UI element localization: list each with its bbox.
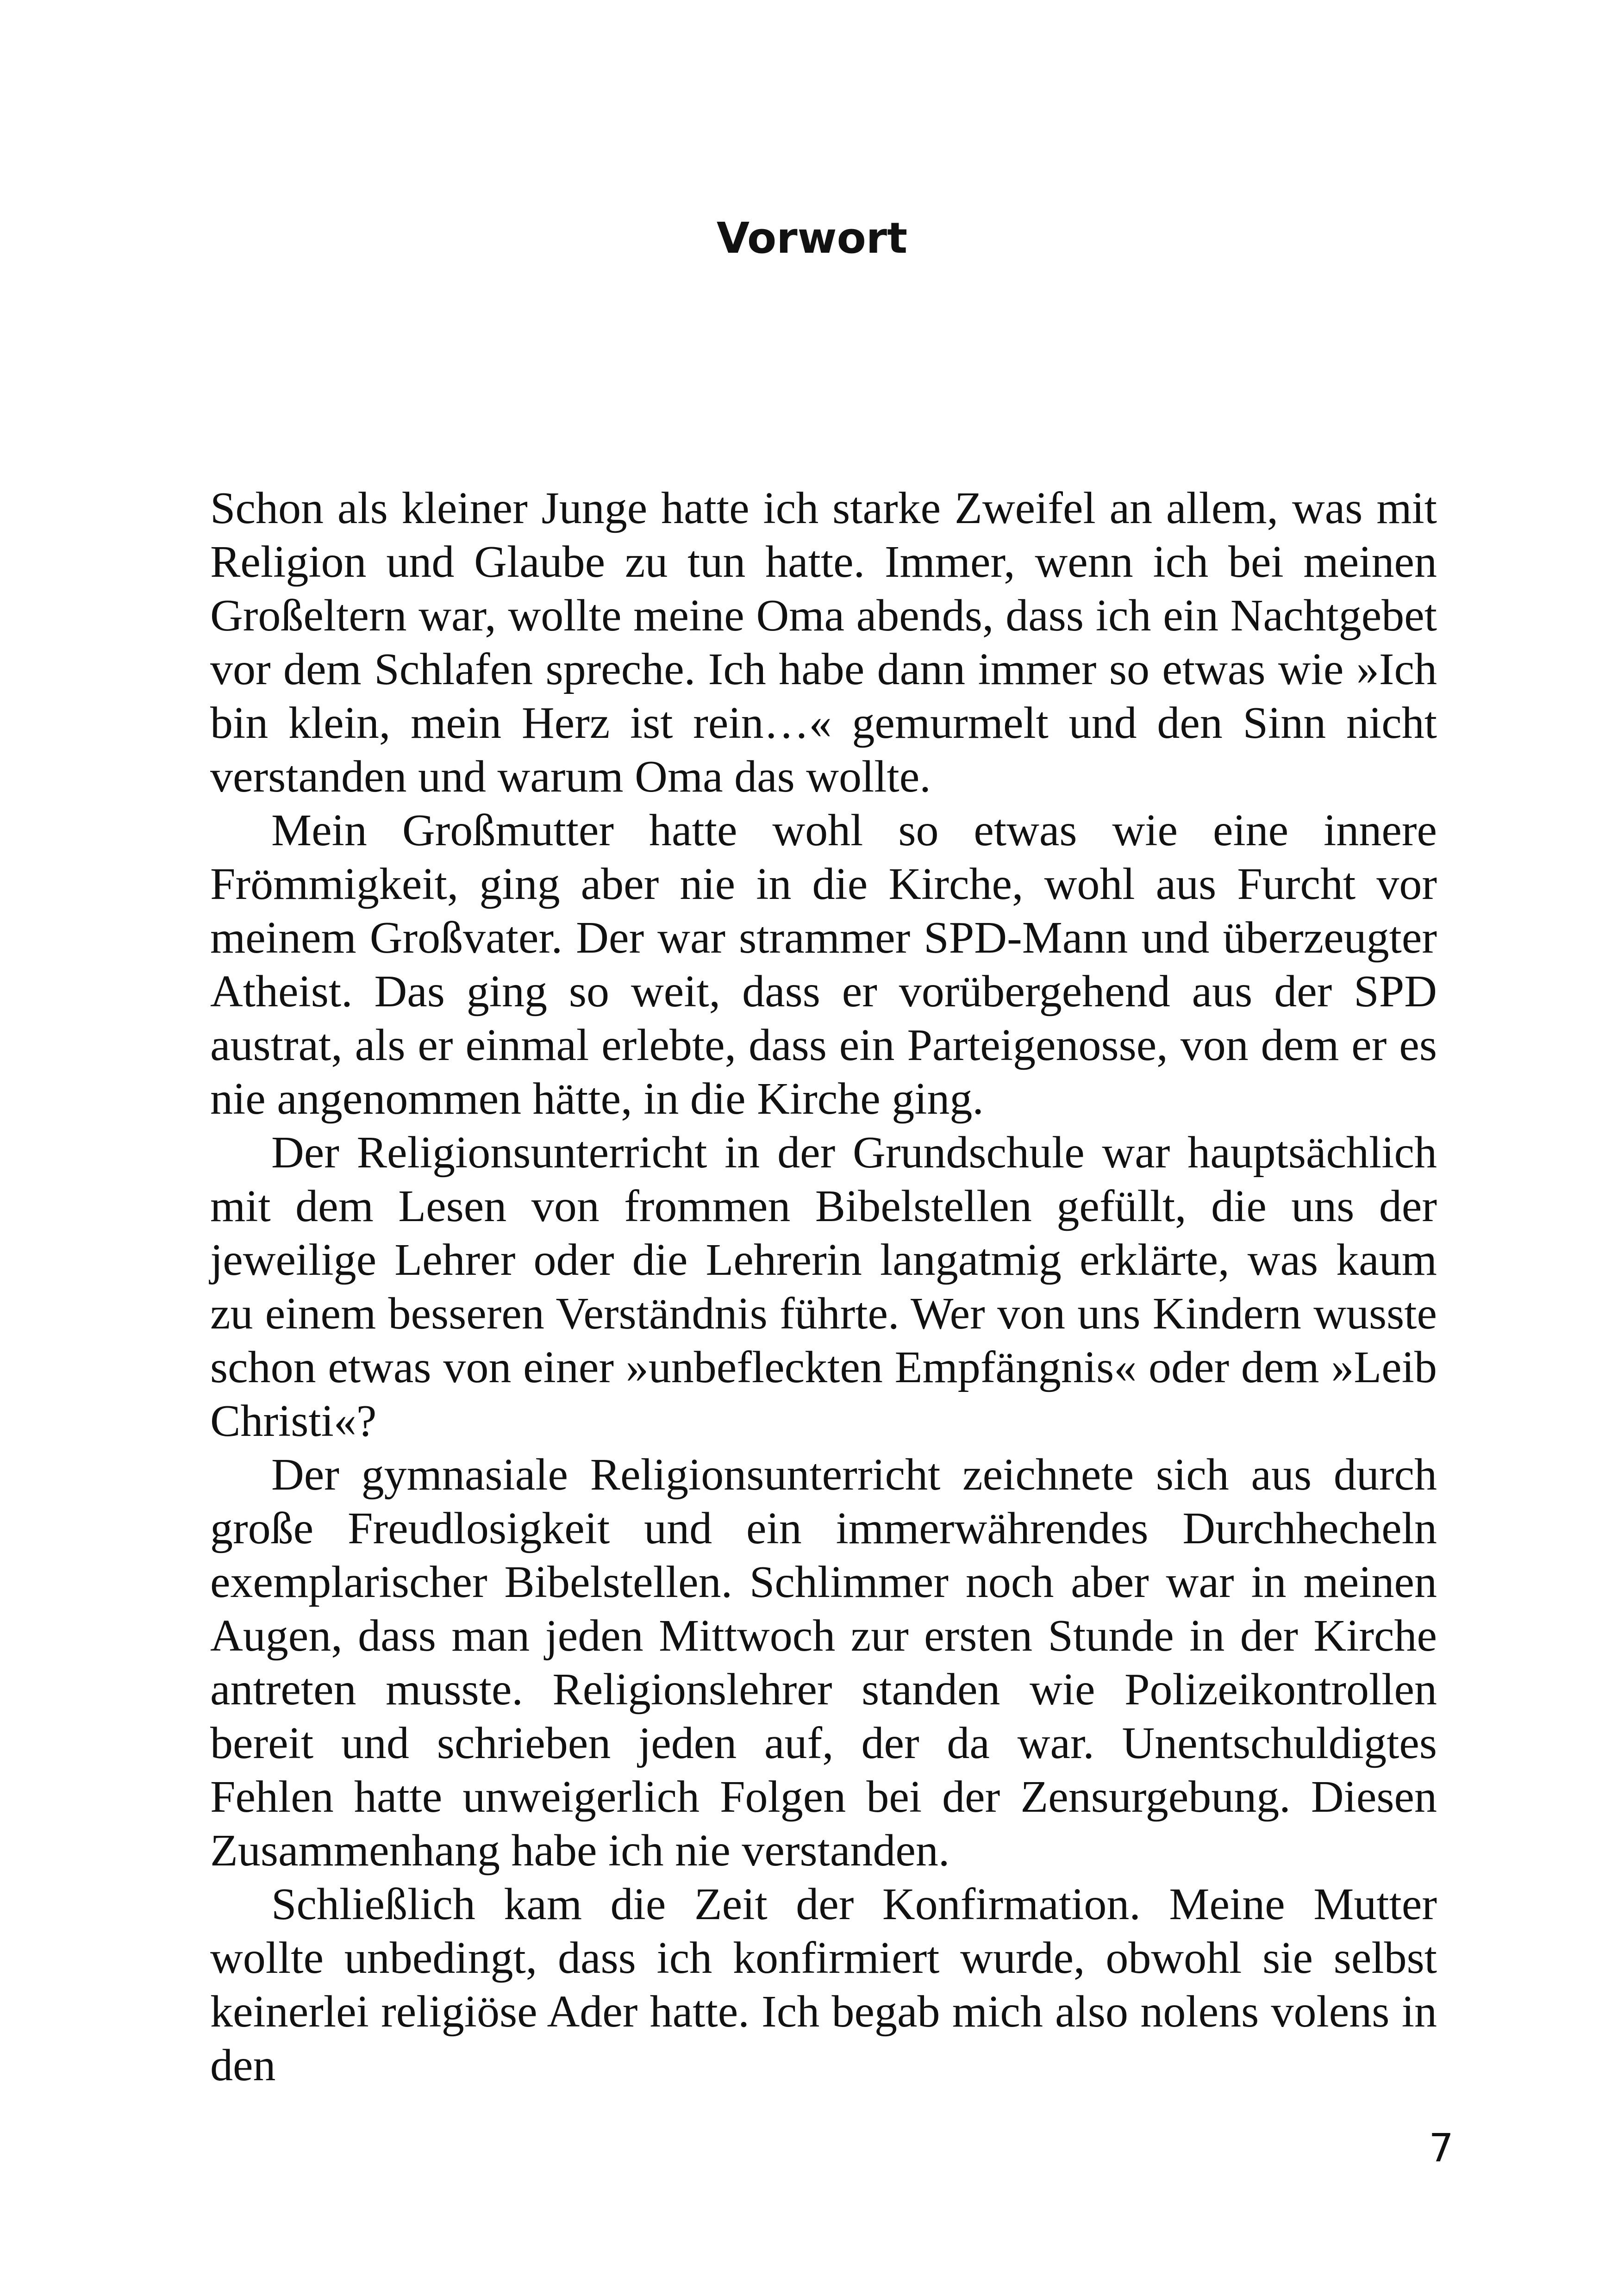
chapter-title: Vorwort [716,213,908,263]
paragraph: Schon als kleiner Junge hatte ich starke Zweifel an allem, was mit Religion und Glaube zu tun hatte. Immer, wenn ich bei meinen Großeltern war, wollte meine Oma abends, dass ich ein Nachtgebet vor dem Schlafen spreche. Ich habe dann immer so etwas wie »Ich bin klein, mein Herz ist rein…« gemurmelt und den Sinn nicht verstanden und warum Oma das wollte. [210,483,1437,802]
paragraph: Mein Großmutter hatte wohl so etwas wie eine innere Frömmigkeit, ging aber nie in die Kirche, wohl aus Furcht vor meinem Großvater. Der war strammer SPD-Mann und überzeugter Atheist. Das ging so weit, dass er vorübergehend aus der SPD austrat, als er einmal erlebte, dass ein Parteigenosse, von dem er es nie angenommen hätte, in die Kirche ging. [210,805,1437,1124]
body-text [210,481,1437,2092]
paragraph: Der Religionsunterricht in der Grundschule war hauptsächlich mit dem Lesen von frommen Bibelstellen gefüllt, die uns der jeweilige Lehrer oder die Lehrerin langatmig erklärte, was kaum zu einem besseren Verständnis führte. Wer von uns Kindern wusste schon etwas von einer »unbefleckten Empfängnis« oder dem »Leib Christi«? [210,1128,1437,1446]
page-number: 7 [1429,2125,1454,2170]
paragraph: Schließlich kam die Zeit der Konfirmation. Meine Mutter wollte unbedingt, dass ich konfirmiert wurde, obwohl sie selbst keinerlei religiöse Ader hatte. Ich begab mich also nolens volens in den [210,1879,1437,2090]
paragraph: Der gymnasiale Religionsunterricht zeichnete sich aus durch große Freudlosigkeit und ein immerwährendes Durchhecheln exemplarischer Bibelstellen. Schlimmer noch aber war in meinen Augen, dass man jeden Mittwoch zur ersten Stunde in der Kirche antreten musste. Religionslehrer standen wie Polizeikontrollen bereit und schrieben jeden auf, der da war. Unentschuldigtes Fehlen hatte unweigerlich Folgen bei der Zensurgebung. Diesen Zusammenhang habe ich nie verstanden. [210,1450,1437,1876]
